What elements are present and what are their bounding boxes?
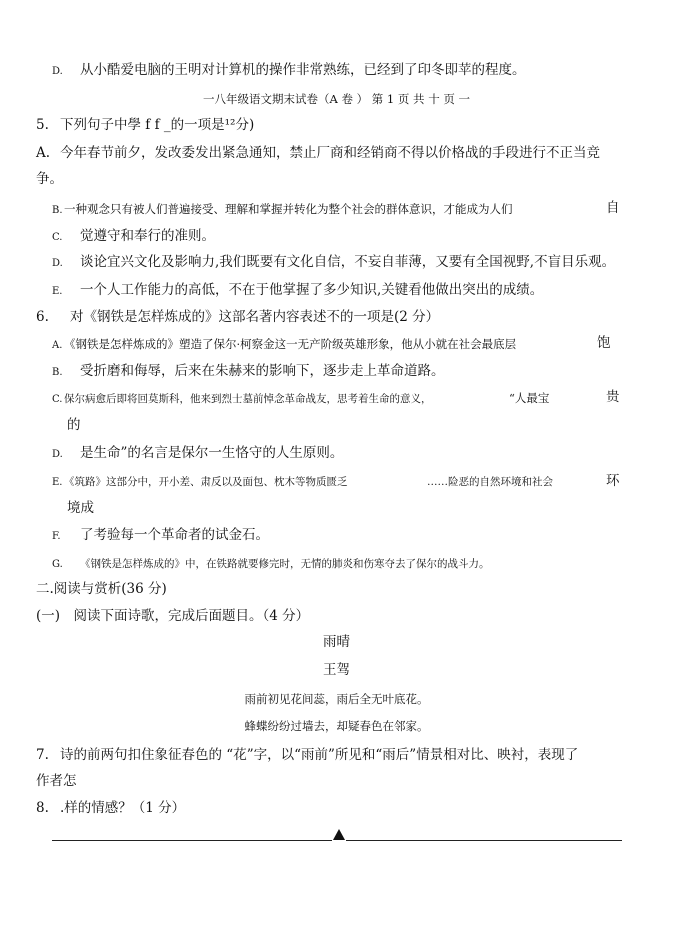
q5-stem <box>36 116 254 134</box>
option-text: 保尔病愈后即将回莫斯科，他来到烈士墓前悼念革命战友，思考着生命的意义， <box>64 393 432 405</box>
q6-stem <box>36 308 439 326</box>
q4-option-d <box>52 61 526 81</box>
option-label: E. <box>52 286 63 297</box>
q6-option-f <box>52 526 269 546</box>
option-text: 今年春节前夕，发改委发出紧急通知，禁止厂商和经销商不得以价格战的手段进行不正当竞 <box>60 145 600 161</box>
option-text: 了考验每一个革命者的试金石。 <box>80 527 269 543</box>
q6-option-c <box>52 390 432 409</box>
option-text: 《钢铁是怎样炼成的》中，在铁路就要修完时，无情的肺炎和伤寒夺去了保尔的战斗力。 <box>80 558 490 570</box>
option-label: G. <box>52 559 63 570</box>
q5-option-a <box>36 144 600 162</box>
q5-option-a-continued: 争。 <box>36 171 63 187</box>
answer-line-right[interactable] <box>346 840 622 841</box>
poem-author: 王驾 <box>323 662 350 678</box>
question-text: .样的情感？（1 分） <box>60 800 186 816</box>
option-label: B. <box>52 205 63 216</box>
q6-option-g <box>52 555 490 574</box>
q7-line-1 <box>36 746 578 764</box>
option-label: F. <box>52 531 61 542</box>
option-text: 从小酷爱电脑的王明对计算机的操作非常熟练，已经到了印冬即苹的程度。 <box>80 62 526 78</box>
option-label: C. <box>52 394 63 405</box>
option-text: 是生命”的名言是保尔一生恪守的人生原则。 <box>80 445 344 461</box>
poem-line-1: 雨前初见花间蕊，雨后全无叶底花。 <box>244 692 429 706</box>
option-text: 《筑路》这部分中，开小差、肃反以及面包、枕木等物质匮乏 <box>64 476 348 488</box>
q6-option-e <box>52 473 348 492</box>
q6-option-c-tail: 贵 <box>606 389 620 405</box>
question-number: 5. <box>36 117 49 133</box>
section-2-title: 二.阅读与赏析(36 分) <box>36 581 167 597</box>
q5-option-b <box>52 200 513 220</box>
option-label: A. <box>52 340 63 351</box>
q7-line-2: 作者怎 <box>36 773 77 789</box>
q6-option-e-middle: ……险恶的自然环境和社会 <box>427 476 553 488</box>
option-label: D. <box>52 258 63 269</box>
poem-title: 雨晴 <box>323 634 350 650</box>
q5-option-d <box>52 253 615 273</box>
question-text: 诗的前两句扣住象征春色的 “花”字，以“雨前”所见和“雨后”情景相对比、映衬，表现了 <box>60 747 579 763</box>
option-text: 一个人工作能力的高低，不在于他掌握了多少知识,关键看他做出突出的成绩。 <box>80 282 544 298</box>
q6-option-a-tail: 饱 <box>597 335 611 351</box>
answer-line-left[interactable] <box>52 840 332 841</box>
q6-option-b <box>52 362 445 382</box>
section-2-part-1: (一) 阅读下面诗歌，完成后面题目。（4 分） <box>36 608 310 624</box>
option-label: A. <box>36 145 51 161</box>
option-text: 《钢铁是怎样炼成的》塑造了保尔·柯察金这一无产阶级英雄形象，他从小就在社会最底层 <box>64 337 517 351</box>
q8 <box>36 799 185 817</box>
question-number: 6. <box>36 309 49 325</box>
q5-option-e <box>52 281 543 301</box>
option-text: 一种观念只有被人们普遍接受、理解和掌握并转化为整个社会的群体意识，才能成为人们 <box>64 202 513 216</box>
q5-option-b-tail: 自 <box>606 200 620 216</box>
q6-option-d <box>52 444 343 464</box>
question-number: 7. <box>36 747 49 763</box>
q6-option-a <box>52 335 516 355</box>
q6-option-c-quote: “人最宝 <box>509 391 550 405</box>
q6-option-c-continued: 的 <box>67 417 81 433</box>
option-label: E. <box>52 477 63 488</box>
page-header: 一八年级语文期末试卷（A 卷 ） 第 1 页 共 十 页 一 <box>202 92 471 106</box>
option-label: B. <box>52 367 63 378</box>
question-stem: 对《钢铁是怎样炼成的》这部名著内容表述不的一项是(2 分） <box>70 309 440 325</box>
option-text: 受折磨和侮辱，后来在朱赫来的影响下，逐步走上革命道路。 <box>80 363 445 379</box>
option-text: 觉遵守和奉行的准则。 <box>80 228 215 244</box>
option-label: C. <box>52 232 63 243</box>
q6-option-e-continued: 境成 <box>67 500 94 516</box>
poem-line-2: 蜂蝶纷纷过墙去，却疑春色在邻家。 <box>244 719 429 733</box>
triangle-marker-icon <box>333 829 345 840</box>
option-label: D. <box>52 66 63 77</box>
option-text: 谈论宜兴文化及影响力,我们既要有文化自信，不妄自菲薄，又要有全国视野,不盲目乐观。 <box>80 254 616 270</box>
question-number: 8. <box>36 800 49 816</box>
q5-option-c <box>52 227 215 247</box>
question-stem: 下列句子中學 f f _的一项是¹²分) <box>60 117 255 133</box>
q6-option-e-tail: 环 <box>606 473 620 489</box>
option-label: D. <box>52 449 63 460</box>
